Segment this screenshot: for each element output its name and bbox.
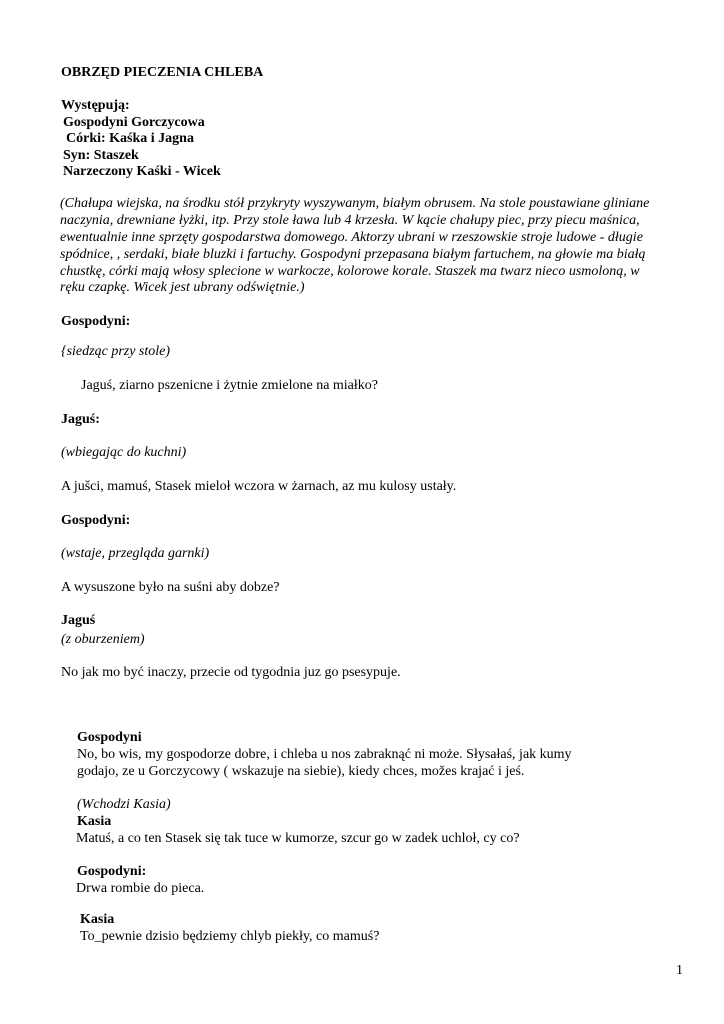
dialogue-line: godajo, ze u Gorczycowy ( wskazuje na siebie), kiedy chces, možes krajać i jeś. <box>77 764 525 779</box>
speaker-name: Gospodyni: <box>61 513 131 528</box>
stage-direction-line: naczynia, drewniane łyżki, itp. Przy stole ława lub 4 krzesła. W kącie chałupy piec, przy piecu maśnica, <box>60 213 640 228</box>
dialogue-line: To_pewnie dzisio będziemy chlyb piekły, co mamuś? <box>80 929 380 944</box>
speaker-name: Gospodyni: <box>77 864 147 879</box>
stage-direction: (Wchodzi Kasia) <box>77 797 171 812</box>
stage-direction-line: (Chałupa wiejska, na środku stół przykryty wyszywanym, białym obrusem. Na stole poustawiane gliniane <box>60 196 650 211</box>
cast-member: Gospodyni Gorczycowa <box>63 115 205 130</box>
cast-member: Syn: Staszek <box>63 148 139 163</box>
dialogue-line: No, bo wis, my gospodorze dobre, i chleba u nos zabraknąć ni może. Słysałaś, jak kumy <box>77 747 572 762</box>
page-number: 1 <box>676 963 683 978</box>
dialogue-line: A jušci, mamuś, Stasek mieloł wczora w żarnach, az mu kulosy ustały. <box>61 479 457 494</box>
stage-direction-line: ręku czapkę. Wicek jest ubrany odświętnie.) <box>60 280 305 295</box>
cast-heading: Występują: <box>61 98 130 113</box>
stage-direction-line: spódnice, , serdaki, białe bluzki i fartuchy. Gospodyni przepasana białym fartuchem, na głowie ma białą <box>60 247 646 262</box>
dialogue-line: Jaguś, ziarno pszenicne i żytnie zmielone na miałko? <box>81 378 379 393</box>
dialogue-line: A wysuszone było na suśni aby dobze? <box>61 580 280 595</box>
dialogue-line: No jak mo być inaczy, przecie od tygodnia juz go psesypuje. <box>61 665 401 680</box>
dialogue-line: Drwa rombie do pieca. <box>76 881 205 896</box>
speaker-name: Gospodyni: <box>61 314 131 329</box>
speaker-name: Jaguś <box>61 613 96 628</box>
document-title: OBRZĘD PIECZENIA CHLEBA <box>61 65 264 80</box>
speaker-name: Jaguś: <box>61 412 100 427</box>
cast-member: Narzeczony Kaśki - Wicek <box>63 164 221 179</box>
speaker-name: Kasia <box>80 912 115 927</box>
speaker-name: Kasia <box>77 814 112 829</box>
stage-direction: {siedząc przy stole) <box>61 344 171 359</box>
cast-member: Córki: Kaśka i Jagna <box>66 131 194 146</box>
stage-direction: (wbiegając do kuchni) <box>61 445 187 460</box>
stage-direction: (wstaje, przegląda garnki) <box>61 546 210 561</box>
stage-direction-line: ewentualnie inne sprzęty gospodarstwa domowego. Aktorzy ubrani w rzeszowskie stroje ludowe - długie <box>60 230 643 245</box>
dialogue-line: Matuś, a co ten Stasek się tak tuce w kumorze, szcur go w zadek uchloł, cy co? <box>76 831 520 846</box>
stage-direction-line: chustkę, córki mają włosy splecione w warkocze, kolorowe korale. Staszek ma twarz nieco usmoloną, w <box>60 264 640 279</box>
speaker-name: Gospodyni <box>77 730 142 745</box>
stage-direction: (z oburzeniem) <box>61 632 145 647</box>
